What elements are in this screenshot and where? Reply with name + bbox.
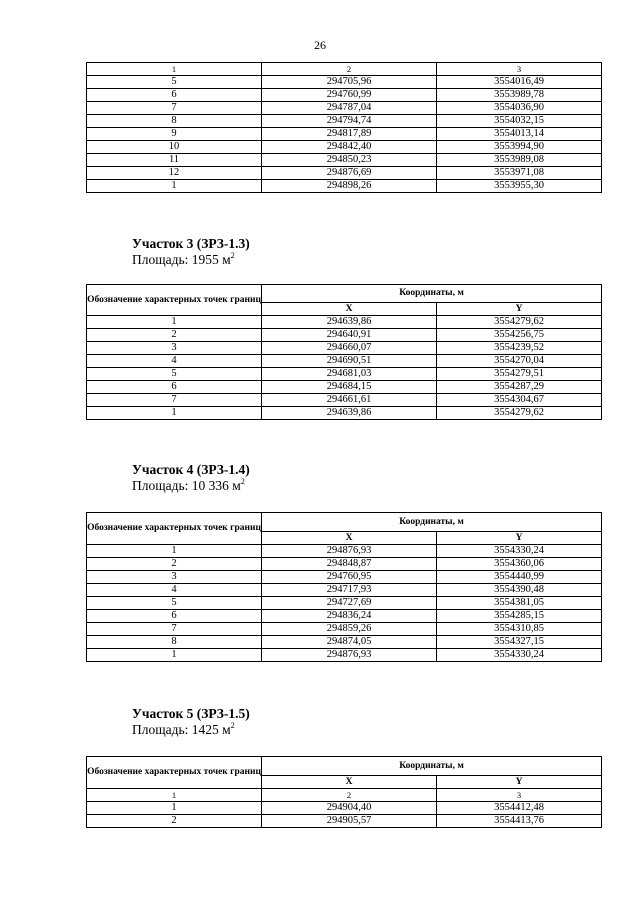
- table-row: [87, 180, 602, 193]
- x-cell: 294661,61: [262, 394, 437, 407]
- area-label: Площадь: 1425 м: [132, 722, 231, 737]
- y-header: Y: [437, 303, 602, 316]
- point-cell: 5: [87, 76, 262, 89]
- y-cell: 3554016,49: [437, 76, 602, 89]
- x-cell: 294848,87: [262, 558, 437, 571]
- header-row: [87, 513, 602, 532]
- table-row: [87, 329, 602, 342]
- table-row: [87, 128, 602, 141]
- column-number-cell: 2: [262, 63, 437, 76]
- table-row: [87, 802, 602, 815]
- table-row: [87, 394, 602, 407]
- x-cell: 294639,86: [262, 407, 437, 420]
- table-row: [87, 141, 602, 154]
- x-cell: 294905,57: [262, 815, 437, 828]
- continuation-coordinates-table: [86, 62, 602, 193]
- section-5-coordinates-table: [86, 756, 602, 828]
- y-cell: 3554285,15: [437, 610, 602, 623]
- point-cell: 7: [87, 102, 262, 115]
- points-header: Обозначение характерных точек границ: [87, 285, 262, 316]
- x-cell: 294859,26: [262, 623, 437, 636]
- table-row: [87, 368, 602, 381]
- section-title: Участок 5 (ЗРЗ-1.5): [132, 706, 250, 721]
- column-number-row: [87, 63, 602, 76]
- y-cell: 3553994,90: [437, 141, 602, 154]
- point-cell: 4: [87, 355, 262, 368]
- point-cell: 1: [87, 545, 262, 558]
- y-cell: 3554032,15: [437, 115, 602, 128]
- table-row: [87, 102, 602, 115]
- x-cell: 294874,05: [262, 636, 437, 649]
- point-cell: 3: [87, 342, 262, 355]
- y-cell: 3553989,08: [437, 154, 602, 167]
- header-row: [87, 285, 602, 303]
- table-row: [87, 167, 602, 180]
- point-cell: 2: [87, 815, 262, 828]
- point-cell: 2: [87, 329, 262, 342]
- coordinates-header: Координаты, м: [262, 285, 602, 303]
- point-cell: 1: [87, 316, 262, 329]
- x-cell: 294898,26: [262, 180, 437, 193]
- point-cell: 2: [87, 558, 262, 571]
- x-cell: 294717,93: [262, 584, 437, 597]
- coordinates-header: Координаты, м: [262, 513, 602, 532]
- table-row: [87, 545, 602, 558]
- column-number-cell: 3: [437, 63, 602, 76]
- point-cell: 5: [87, 597, 262, 610]
- point-cell: 1: [87, 180, 262, 193]
- table-row: [87, 355, 602, 368]
- x-cell: 294817,89: [262, 128, 437, 141]
- y-cell: 3554413,76: [437, 815, 602, 828]
- section-area: [132, 478, 250, 494]
- area-label: Площадь: 1955 м: [132, 252, 231, 267]
- area-superscript: 2: [240, 477, 245, 486]
- x-cell: 294760,95: [262, 571, 437, 584]
- x-cell: 294876,93: [262, 649, 437, 662]
- table-row: [87, 623, 602, 636]
- table-row: [87, 316, 602, 329]
- table-row: [87, 558, 602, 571]
- table-row: [87, 815, 602, 828]
- point-cell: 11: [87, 154, 262, 167]
- section-3-coordinates-table: [86, 284, 602, 420]
- x-cell: 294794,74: [262, 115, 437, 128]
- x-cell: 294690,51: [262, 355, 437, 368]
- y-cell: 3554239,52: [437, 342, 602, 355]
- column-number-cell: 1: [87, 789, 262, 802]
- y-cell: 3554279,51: [437, 368, 602, 381]
- x-cell: 294904,40: [262, 802, 437, 815]
- area-label: Площадь: 10 336 м: [132, 478, 241, 493]
- point-cell: 6: [87, 610, 262, 623]
- y-cell: 3554279,62: [437, 316, 602, 329]
- column-number-row: [87, 789, 602, 802]
- x-cell: 294760,99: [262, 89, 437, 102]
- point-cell: 12: [87, 167, 262, 180]
- point-cell: 4: [87, 584, 262, 597]
- coordinates-header: Координаты, м: [262, 757, 602, 776]
- x-cell: 294660,07: [262, 342, 437, 355]
- y-cell: 3553989,78: [437, 89, 602, 102]
- table-row: [87, 89, 602, 102]
- y-cell: 3554412,48: [437, 802, 602, 815]
- x-cell: 294876,93: [262, 545, 437, 558]
- point-cell: 1: [87, 802, 262, 815]
- column-number-cell: 3: [437, 789, 602, 802]
- y-cell: 3554330,24: [437, 545, 602, 558]
- y-header: Y: [437, 532, 602, 545]
- section-5-heading: [132, 706, 250, 738]
- point-cell: 1: [87, 407, 262, 420]
- x-cell: 294850,23: [262, 154, 437, 167]
- x-cell: 294681,03: [262, 368, 437, 381]
- page-number: 26: [314, 38, 326, 52]
- point-cell: 6: [87, 89, 262, 102]
- column-number-cell: 2: [262, 789, 437, 802]
- y-cell: 3554440,99: [437, 571, 602, 584]
- points-header: Обозначение характерных точек границ: [87, 757, 262, 789]
- point-cell: 7: [87, 623, 262, 636]
- y-cell: 3554390,48: [437, 584, 602, 597]
- x-cell: 294787,04: [262, 102, 437, 115]
- area-superscript: 2: [230, 251, 235, 260]
- point-cell: 9: [87, 128, 262, 141]
- x-cell: 294639,86: [262, 316, 437, 329]
- point-cell: 8: [87, 115, 262, 128]
- y-cell: 3554013,14: [437, 128, 602, 141]
- x-cell: 294727,69: [262, 597, 437, 610]
- point-cell: 6: [87, 381, 262, 394]
- y-cell: 3553955,30: [437, 180, 602, 193]
- y-cell: 3554256,75: [437, 329, 602, 342]
- table-row: [87, 571, 602, 584]
- area-superscript: 2: [230, 721, 235, 730]
- x-cell: 294640,91: [262, 329, 437, 342]
- table-row: [87, 76, 602, 89]
- x-header: X: [262, 532, 437, 545]
- x-cell: 294876,69: [262, 167, 437, 180]
- table-row: [87, 610, 602, 623]
- y-cell: 3554381,05: [437, 597, 602, 610]
- header-row: [87, 757, 602, 776]
- y-cell: 3554279,62: [437, 407, 602, 420]
- table-row: [87, 154, 602, 167]
- point-cell: 7: [87, 394, 262, 407]
- point-cell: 8: [87, 636, 262, 649]
- y-cell: 3554270,04: [437, 355, 602, 368]
- x-cell: 294836,24: [262, 610, 437, 623]
- x-cell: 294842,40: [262, 141, 437, 154]
- section-4-coordinates-table: [86, 512, 602, 662]
- table-row: [87, 584, 602, 597]
- table-row: [87, 649, 602, 662]
- table-row: [87, 381, 602, 394]
- y-cell: 3554036,90: [437, 102, 602, 115]
- section-4-heading: [132, 462, 250, 494]
- y-cell: 3554360,06: [437, 558, 602, 571]
- x-header: X: [262, 303, 437, 316]
- y-header: Y: [437, 776, 602, 789]
- section-area: [132, 252, 250, 268]
- table-row: [87, 407, 602, 420]
- column-number-cell: 1: [87, 63, 262, 76]
- section-title: Участок 4 (ЗРЗ-1.4): [132, 462, 250, 477]
- y-cell: 3554327,15: [437, 636, 602, 649]
- y-cell: 3553971,08: [437, 167, 602, 180]
- table-row: [87, 597, 602, 610]
- y-cell: 3554287,29: [437, 381, 602, 394]
- section-area: [132, 722, 250, 738]
- x-cell: 294684,15: [262, 381, 437, 394]
- point-cell: 1: [87, 649, 262, 662]
- x-header: X: [262, 776, 437, 789]
- x-cell: 294705,96: [262, 76, 437, 89]
- table-row: [87, 342, 602, 355]
- points-header: Обозначение характерных точек границ: [87, 513, 262, 545]
- section-title: Участок 3 (ЗРЗ-1.3): [132, 236, 250, 251]
- point-cell: 10: [87, 141, 262, 154]
- point-cell: 5: [87, 368, 262, 381]
- y-cell: 3554304,67: [437, 394, 602, 407]
- y-cell: 3554330,24: [437, 649, 602, 662]
- point-cell: 3: [87, 571, 262, 584]
- y-cell: 3554310,85: [437, 623, 602, 636]
- table-row: [87, 636, 602, 649]
- table-row: [87, 115, 602, 128]
- section-3-heading: [132, 236, 250, 268]
